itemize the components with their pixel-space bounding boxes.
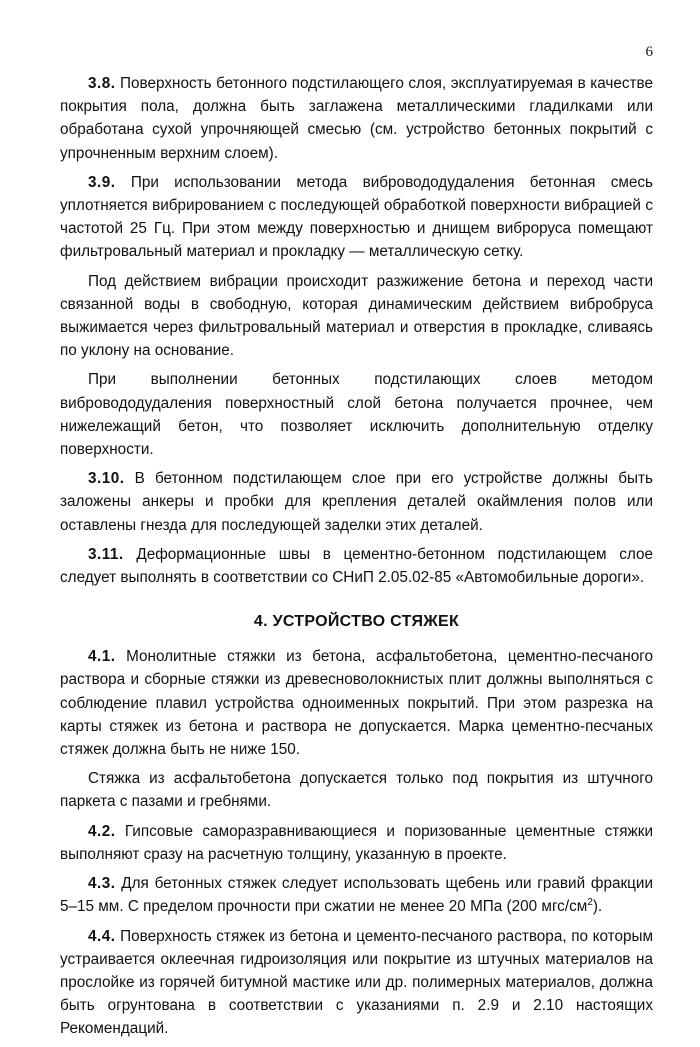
- page-number: 6: [645, 44, 653, 60]
- paragraph-3-10: [60, 467, 653, 537]
- clause-text: Для бетонных стяжек следует использовать щебень или гравий фракции 5–15 мм. С пределом прочности при сжатии не менее 20 МПа (200 мгс/см: [60, 875, 653, 916]
- clause-number: 4.1.: [88, 648, 116, 666]
- clause-number: 4.3.: [88, 875, 116, 893]
- section-heading: 4. УСТРОЙСТВО СТЯЖЕК: [253, 613, 460, 631]
- clause-number: 3.10.: [88, 470, 125, 488]
- paragraph-3-9: [60, 171, 653, 264]
- document-body: [60, 72, 653, 1047]
- clause-number: 4.4.: [88, 927, 116, 945]
- clause-text-tail: ).: [592, 898, 603, 916]
- paragraph-3-9-continued: Под действием вибрации происходит разжижение бетона и переход части связанной воды в свободную, которая динамическим действием вибробруса выжимается через фильтровальный материал и отверстия в прокладке, сливаясь по уклону на основание.: [60, 272, 653, 360]
- clause-text: При использовании метода вибровододудаления бетонная смесь уплотняется вибрированием с последующей обработкой поверхности вибрацией с частотой 25 Гц. При этом между поверхностью и днищем виброруса помещают фильтровальный материал и прокладку — металлическую сетку.: [60, 173, 654, 261]
- clause-number: 3.8.: [88, 75, 116, 92]
- paragraph-4-4: [60, 925, 653, 1041]
- clause-text: Поверхность стяжек из бетона и цементо-песчаного раствора, по которым устраивается оклеечная гидроизоляция или покрытие из штучных материалов на прослойке из горячей битумной мастике или др. полимерных материалов, должна быть огрунтована в соответствии с указаниями п. 2.9 и 2.10 настоящих Рекомендаций.: [60, 927, 653, 1038]
- paragraph-3-11: [60, 543, 653, 589]
- paragraph-3-9-result: При выполнении бетонных подстилающих слоев методом вибровододудаления поверхностный слой бетона получается прочнее, чем нижележащий бетон, что позволяет исключить дополнительную отделку поверхности.: [60, 371, 653, 459]
- clause-text: Поверхность бетонного подстилающего слоя, эксплуатируемая в качестве покрытия пола, должна быть заглажена металлическими гладилками или обработана сухой упрочняющей смесью (см. устройство бетонных покрытий с упрочненным верхним слоем).: [60, 75, 654, 162]
- clause-text: Гипсовые саморазравнивающиеся и поризованные цементные стяжки выполняют сразу на расчетную толщину, указанную в проекте.: [60, 822, 653, 863]
- clause-text: В бетонном подстилающем слое при его устройстве должны быть заложены анкеры и пробки для крепления деталей окаймления полов или оставлены гнезда для последующей заделки этих деталей.: [60, 470, 653, 534]
- clause-number: 3.9.: [88, 173, 116, 191]
- clause-text: Деформационные швы в цементно-бетонном подстилающем слое следует выполнять в соответствии со СНиП 2.05.02-85 «Автомобильные дороги».: [60, 545, 653, 587]
- clause-number: 3.11.: [88, 545, 124, 563]
- paragraph-4-3: [60, 872, 653, 918]
- paragraph-4-2: [60, 820, 653, 866]
- paragraph-4-1: [60, 645, 653, 761]
- clause-number: 4.2.: [88, 822, 116, 840]
- paragraph-4-1-continued: Стяжка из асфальтобетона допускается только под покрытия из штучного паркета с пазами и гребнями.: [60, 770, 653, 811]
- paragraph-3-8: [60, 72, 653, 165]
- clause-text: Монолитные стяжки из бетона, асфальтобетона, цементно-песчаного раствора и сборные стяжки из древесноволокнистых плит должны выполняться с соблюдение плавил устройства одноименных покрытий. При этом разрезка на карты стяжек из бетона и раствора не допускается. Марка цементно-песчаных стяжек должна быть не ниже 150.: [60, 648, 654, 759]
- superscript: 2: [587, 897, 593, 909]
